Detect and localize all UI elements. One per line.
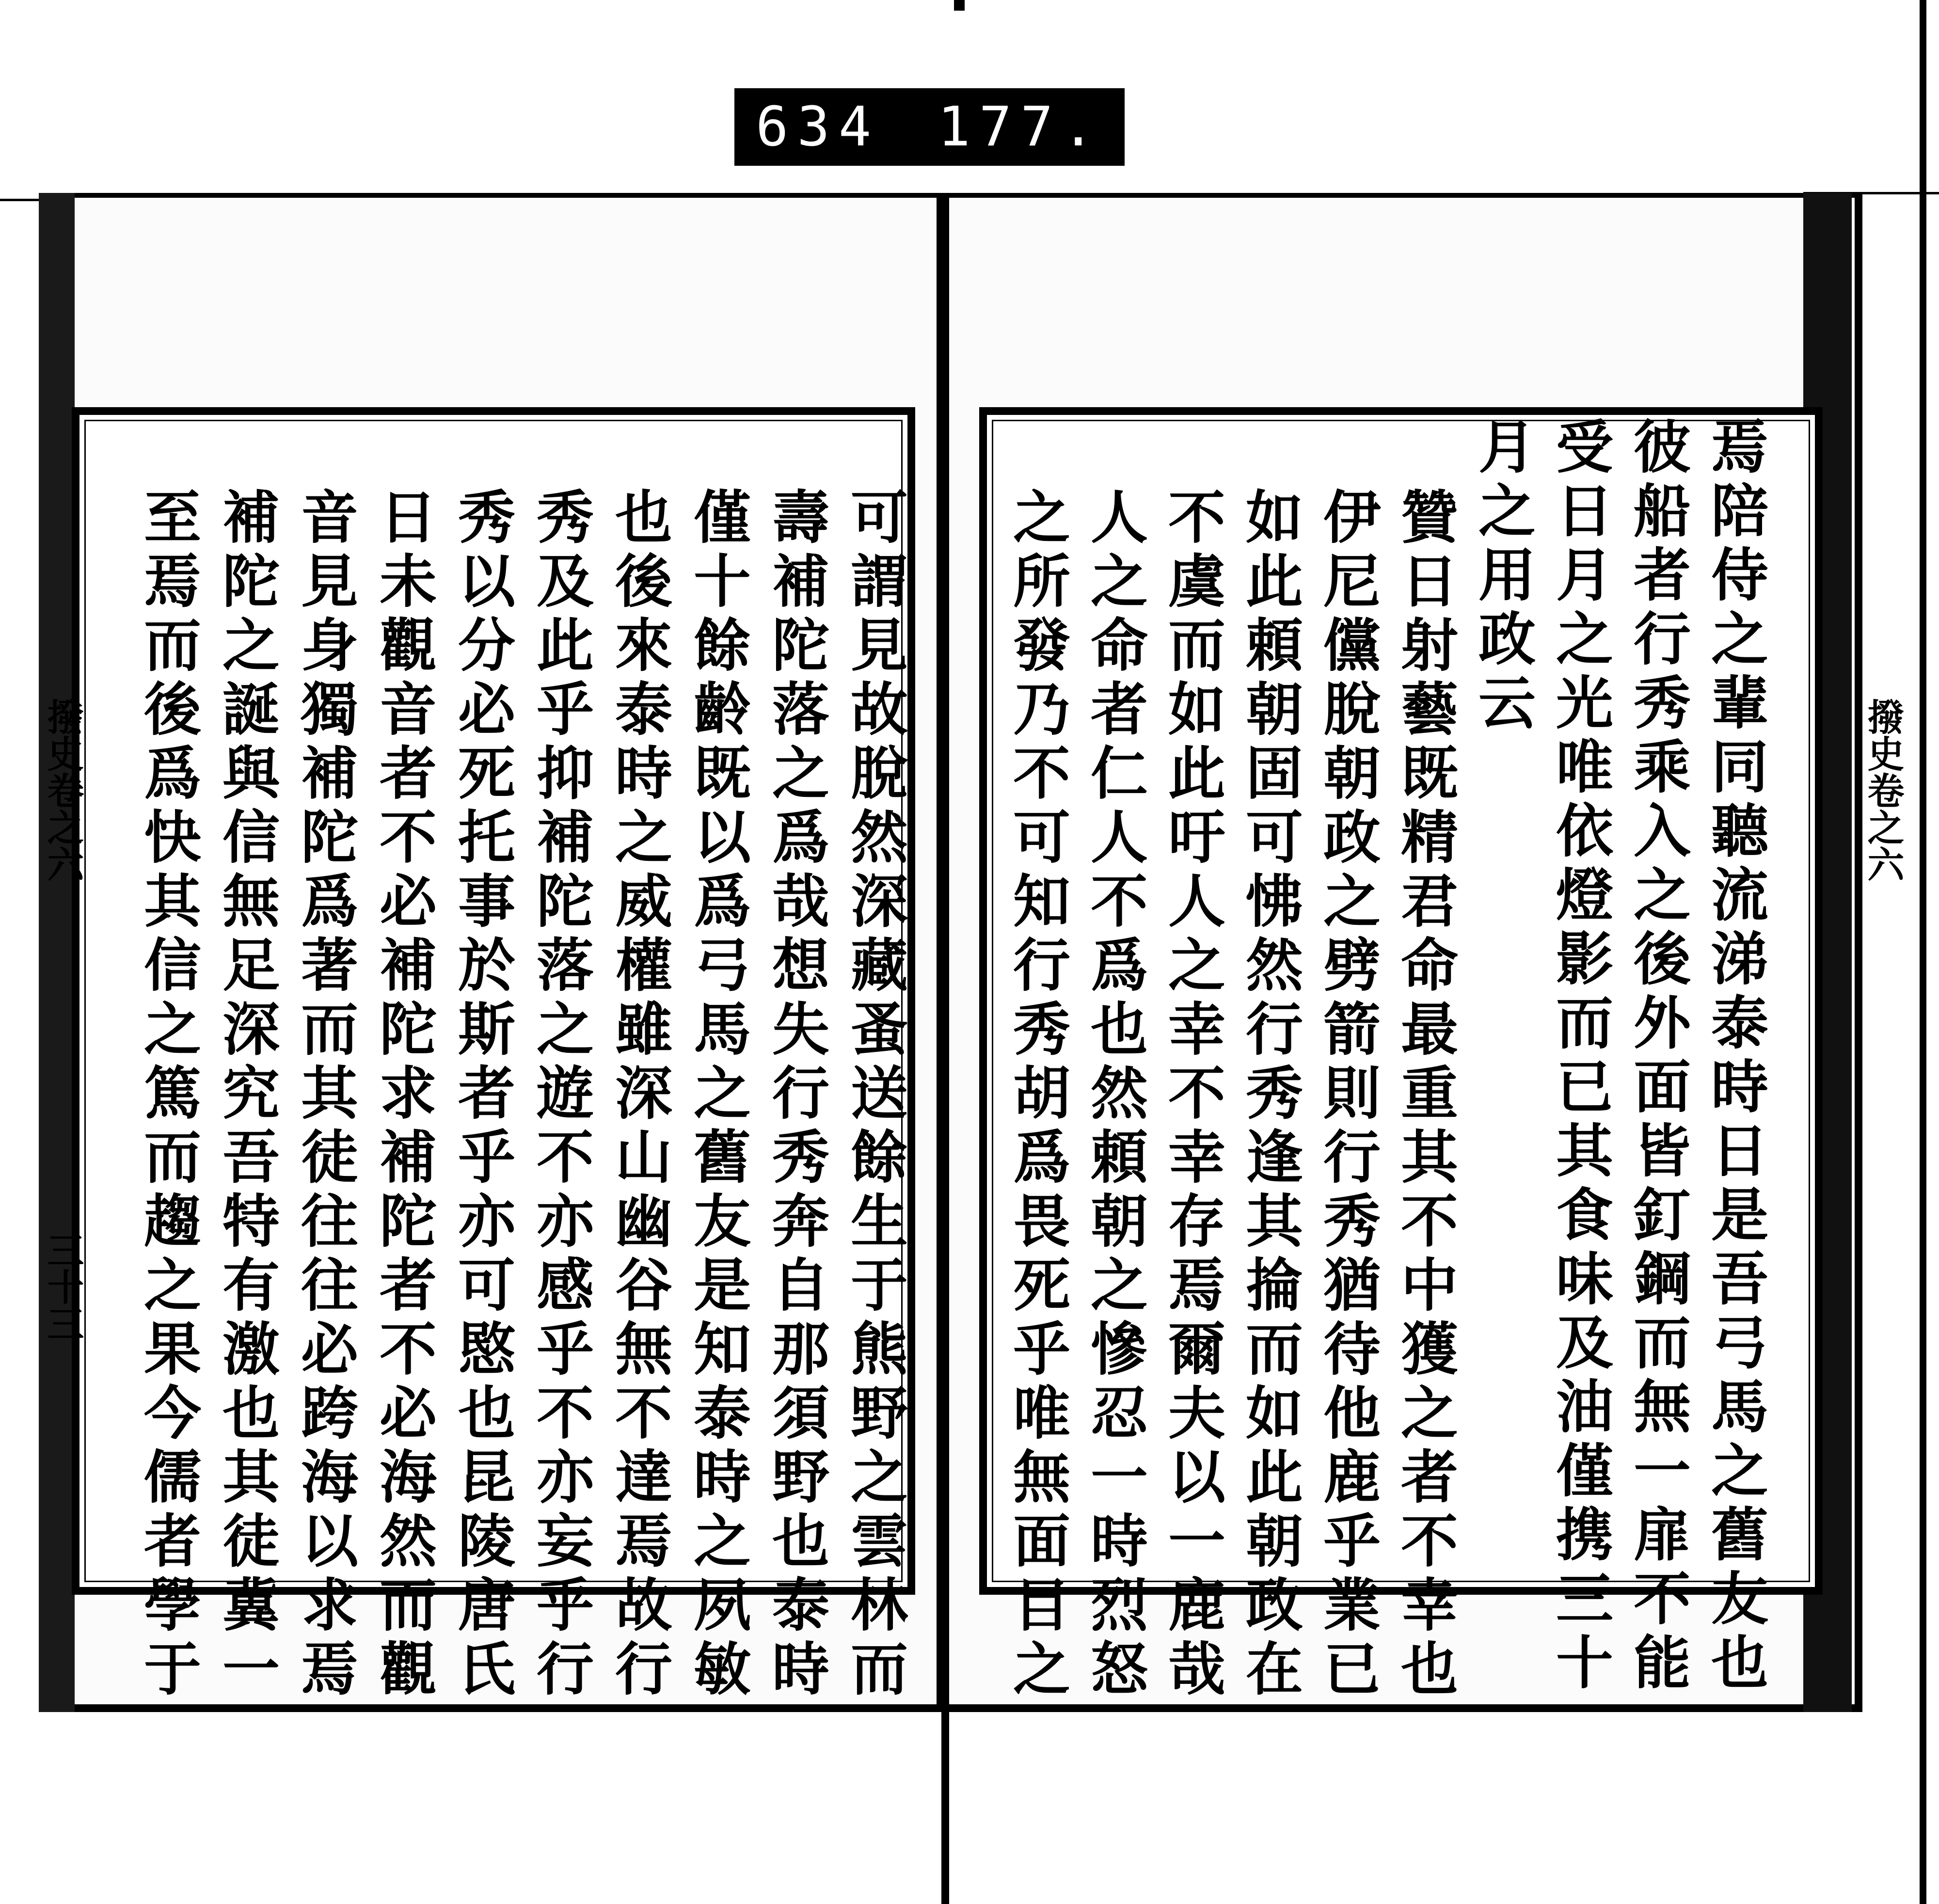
right-column-1: 焉陪侍之輩同聽流涕泰時日是吾弓馬之舊友也	[1701, 417, 1769, 1697]
right-column-9: 人之命者仁人不爲也然頼朝之慘忍一時烈怒	[1081, 487, 1148, 1703]
right-margin-title: 撥史卷之六	[1861, 698, 1905, 882]
right-column-4: 月之用政云	[1469, 417, 1536, 737]
left-column-9: 補陀之誕與信無足深究吾特有激也其徒冀一	[213, 487, 280, 1703]
left-column-3: 僅十餘齡既以爲弓馬之舊友是知泰時之夙敏	[684, 487, 751, 1703]
archive-label	[734, 88, 1125, 166]
left-margin-folio: 三十三	[41, 1231, 84, 1342]
left-column-2: 壽補陀落之爲哉想失行秀奔自那須野也泰時	[763, 487, 830, 1703]
lower-left-page	[63, 1712, 938, 1904]
left-column-7: 日未觀音者不必補陀求補陀者不必海然而觀	[370, 487, 437, 1703]
archive-number-right: 177.	[938, 95, 1103, 159]
left-column-4: 也後來泰時之威權雖深山幽谷無不達焉故行	[605, 487, 673, 1703]
right-column-5: 贊日射藝既精君命最重其不中獲之者不幸也	[1391, 487, 1459, 1703]
left-column-5: 秀及此乎抑補陀落之遊不亦感乎不亦妄乎行	[527, 487, 594, 1703]
lower-spine	[941, 1712, 949, 1904]
left-margin-title: 撥史卷之六	[41, 698, 84, 882]
right-column-3: 受日月之光唯依燈影而已其食味及油僅携三十	[1546, 417, 1614, 1697]
right-border-stripe	[1920, 0, 1926, 1904]
left-column-10: 至焉而後爲快其信之篤而趨之果今儒者學于	[134, 487, 202, 1703]
left-column-6: 秀以分必死托事於斯者乎亦可愍也昆陵唐氏	[448, 487, 516, 1703]
archive-number-left: 634	[756, 95, 880, 159]
right-column-2: 彼船者行秀乘入之後外面皆釘鋼而無一扉不能	[1624, 417, 1691, 1697]
right-column-7: 如此頼朝固可怫然行秀逢其掄而如此朝政在	[1236, 487, 1303, 1703]
left-page-edge	[39, 193, 75, 1712]
top-registration-mark	[954, 0, 965, 11]
right-column-10: 之所發乃不可知行秀胡爲畏死乎唯無面目之	[1003, 487, 1071, 1703]
lower-right-page	[950, 1712, 1813, 1904]
left-column-8: 音見身獨補陀爲著而其徒往往必跨海以求焉	[291, 487, 359, 1703]
book-spine	[937, 193, 949, 1712]
right-column-8: 不虞而如此吁人之幸不幸存焉爾夫以一鹿哉	[1159, 487, 1226, 1703]
right-column-6: 伊尼儻脫朝政之劈箭則行秀猶待他鹿乎業已	[1314, 487, 1381, 1703]
left-column-1: 可謂見故脫然深藏蚤送餘生于熊野之雲林而	[841, 487, 908, 1703]
